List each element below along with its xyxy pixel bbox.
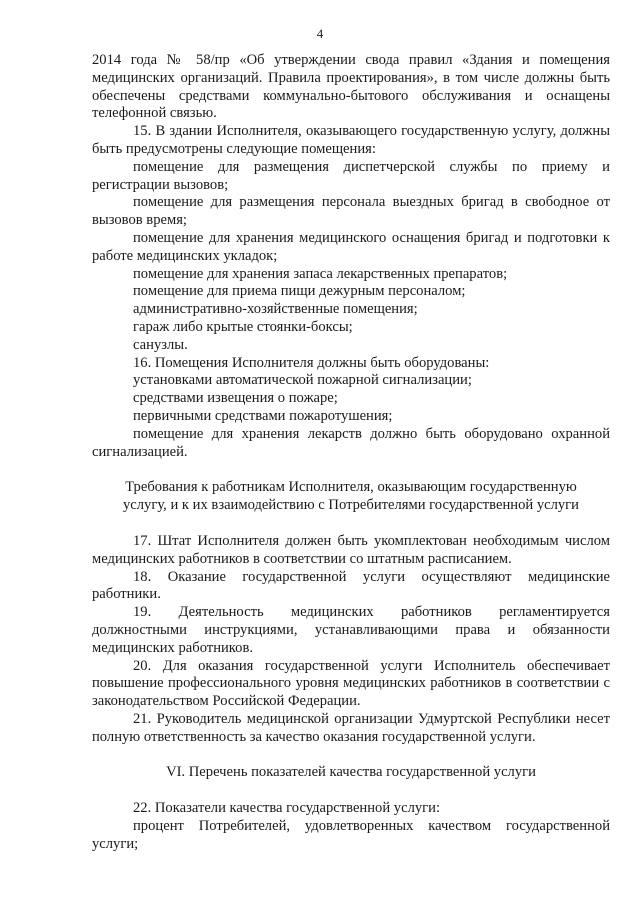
list-item: установками автоматической пожарной сигнализации; bbox=[133, 372, 472, 389]
section-heading-quality: VI. Перечень показателей качества государственной услуги bbox=[166, 764, 536, 781]
document-body bbox=[92, 52, 610, 854]
paragraph: 22. Показатели качества государственной услуги: bbox=[133, 800, 441, 817]
paragraph: 17. Штат Исполнителя должен быть укомплектован необходимым числом медицинских работников в соответствии со штатным расписанием. bbox=[92, 532, 610, 567]
list-item: помещение для размещения диспетчерской службы по приему и регистрации вызовов; bbox=[92, 158, 610, 193]
paragraph: 18. Оказание государственной услуги осуществляют медицинские работники. bbox=[92, 568, 610, 603]
paragraph: 21. Руководитель медицинской организации Удмуртской Республики несет полную ответственность за качество оказания государственной услуги. bbox=[92, 710, 610, 745]
list-item: средствами извещения о пожаре; bbox=[133, 390, 338, 407]
page-number: 4 bbox=[316, 26, 324, 41]
list-item: процент Потребителей, удовлетворенных качеством государственной услуги; bbox=[92, 818, 610, 852]
list-item: первичными средствами пожаротушения; bbox=[133, 407, 393, 424]
paragraph: 20. Для оказания государственной услуги Исполнитель обеспечивает повышение профессионального уровня медицинских работников в соответствии с законодательством Российской Федерации. bbox=[92, 657, 610, 710]
paragraph: 19. Деятельность медицинских работников регламентируется должностными инструкциями, устанавливающими права и обязанности медицинских работников. bbox=[92, 604, 610, 656]
list-item: помещение для размещения персонала выездных бригад в свободное от вызовов время; bbox=[92, 194, 610, 229]
list-item: гараж либо крытые стоянки-боксы; bbox=[133, 318, 353, 335]
list-item: санузлы. bbox=[133, 336, 188, 353]
paragraph: 16. Помещения Исполнителя должны быть оборудованы: bbox=[133, 354, 490, 371]
section-heading-staff: Требования к работникам Исполнителя, оказывающим государственную услугу, и к их взаимодействию с Потребителями государственной услуги bbox=[123, 479, 579, 514]
list-item: помещение для хранения медицинского оснащения бригад и подготовки к работе медицинских укладок; bbox=[92, 229, 610, 264]
list-item: административно-хозяйственные помещения; bbox=[133, 301, 418, 318]
list-item: помещение для хранения запаса лекарственных препаратов; bbox=[133, 265, 508, 282]
paragraph: 2014 года № 58/пр «Об утверждении свода правил «Здания и помещения медицинских организаций. Правила проектирования», в том числе должны быть обеспечены средствами коммунально-бытового обслуживания и оснащены телефонной связью. bbox=[92, 52, 610, 122]
list-item: помещение для хранения лекарств должно быть оборудовано охранной сигнализацией. bbox=[92, 425, 610, 460]
list-item: помещение для приема пищи дежурным персоналом; bbox=[133, 283, 466, 300]
paragraph: 15. В здании Исполнителя, оказывающего государственную услугу, должны быть предусмотрены следующие помещения: bbox=[92, 123, 610, 157]
